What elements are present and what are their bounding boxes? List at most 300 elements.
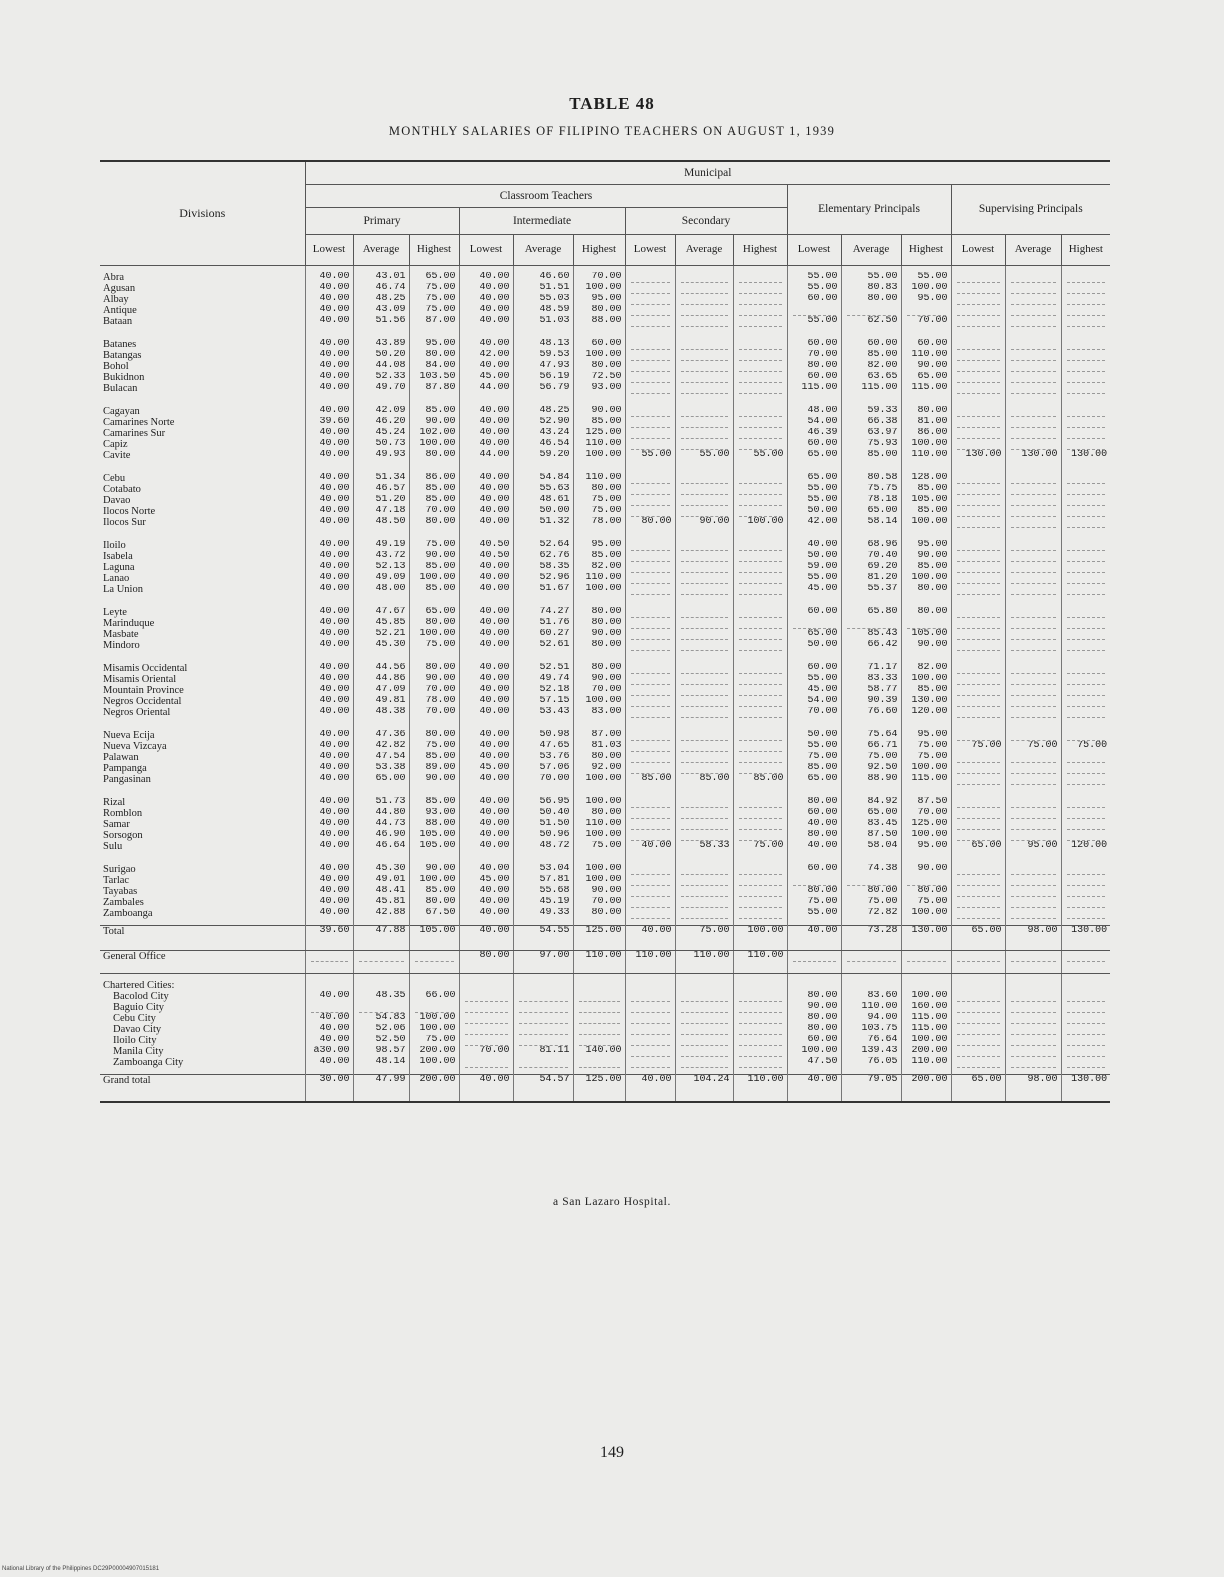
salary-value: 75.00	[699, 926, 730, 936]
salary-value: 90.00	[591, 886, 622, 896]
salary-value: 40.00	[479, 294, 510, 304]
empty-dots	[631, 551, 670, 562]
empty-dots	[1011, 372, 1056, 383]
salary-value: 60.27	[539, 629, 570, 639]
salary-value: 75.00	[425, 741, 456, 751]
salary-value: 100.00	[911, 908, 948, 918]
salary-value: 40.00	[319, 640, 350, 650]
value-cell	[573, 467, 625, 534]
salary-value: 115.00	[911, 1024, 948, 1034]
salary-value: 85.00	[917, 685, 948, 695]
value-cell	[1005, 791, 1061, 858]
salary-value: 100.00	[911, 830, 948, 840]
empty-dots	[519, 991, 568, 1002]
empty-dots	[739, 473, 782, 484]
salary-value: 45.85	[375, 618, 406, 628]
salary-value: 40.00	[319, 540, 350, 550]
value-cell	[459, 601, 513, 657]
division-name: Agusan	[103, 283, 136, 294]
salary-value: 78.00	[591, 517, 622, 527]
value-cell	[573, 534, 625, 601]
salary-value: 100.00	[585, 830, 622, 840]
division-names	[100, 951, 305, 974]
empty-dots	[1011, 707, 1056, 718]
salary-value: 70.00	[591, 272, 622, 282]
salary-value: 40.00	[479, 316, 510, 326]
salary-value: 40.00	[319, 361, 350, 371]
salary-value: 110.00	[911, 1057, 948, 1067]
empty-dots	[957, 1002, 1000, 1013]
empty-dots	[1011, 1024, 1056, 1035]
value-cell	[513, 974, 573, 1075]
value-cell	[459, 266, 513, 334]
division-group	[100, 534, 1110, 601]
empty-dots	[1011, 584, 1056, 595]
empty-dots	[957, 573, 1000, 584]
value-cell	[901, 266, 951, 334]
salary-value: 44.00	[479, 450, 510, 460]
salary-value: 44.08	[375, 361, 406, 371]
salary-value: 92.00	[591, 763, 622, 773]
empty-dots	[1011, 685, 1056, 696]
salary-value: 70.40	[867, 551, 898, 561]
salary-value: 93.00	[425, 808, 456, 818]
empty-dots	[1067, 1057, 1106, 1068]
salary-value: 40.00	[319, 991, 350, 1001]
empty-dots	[739, 763, 782, 774]
salary-value: 105.00	[911, 495, 948, 505]
empty-dots	[1011, 361, 1056, 372]
salary-value: 100.00	[419, 439, 456, 449]
value-cell	[409, 333, 459, 400]
salary-value: 52.64	[539, 540, 570, 550]
salary-value: 43.01	[375, 272, 406, 282]
salary-value: 40.00	[479, 439, 510, 449]
salary-value: 65.00	[425, 272, 456, 282]
value-cell	[513, 266, 573, 334]
salary-value: 55.00	[641, 450, 672, 460]
empty-dots	[1067, 886, 1106, 897]
salary-value: 66.38	[867, 417, 898, 427]
spacer	[905, 980, 948, 991]
salary-value: 97.00	[539, 951, 570, 961]
salary-value: 30.00	[319, 1075, 350, 1085]
salary-value: 47.65	[539, 741, 570, 751]
salary-value: 105.00	[911, 629, 948, 639]
lowest-header: Lowest	[459, 235, 513, 266]
salary-value: 40.00	[319, 283, 350, 293]
salary-value: 43.72	[375, 551, 406, 561]
salary-value: 100.00	[911, 991, 948, 1001]
empty-dots	[1067, 350, 1106, 361]
salary-value: 49.19	[375, 540, 406, 550]
empty-dots	[1011, 875, 1056, 886]
salary-value: 42.88	[375, 908, 406, 918]
value-cell	[951, 534, 1005, 601]
value-cell	[951, 467, 1005, 534]
empty-dots	[957, 752, 1000, 763]
value-cell	[305, 791, 353, 858]
salary-value: 40.00	[479, 506, 510, 516]
empty-dots	[681, 1002, 728, 1013]
empty-dots	[681, 886, 728, 897]
division-name: Ilocos Norte	[103, 506, 156, 517]
salary-value: 98.00	[1027, 926, 1058, 936]
salary-value: 80.00	[591, 752, 622, 762]
empty-dots	[957, 663, 1000, 674]
value-cell	[787, 926, 841, 951]
value-cell	[459, 951, 513, 974]
empty-dots	[957, 629, 1000, 640]
salary-value: 90.00	[425, 674, 456, 684]
salary-value: 100.00	[911, 674, 948, 684]
empty-dots	[739, 730, 782, 741]
empty-dots	[957, 272, 1000, 283]
empty-dots	[681, 819, 728, 830]
empty-dots	[1067, 663, 1106, 674]
lowest-header: Lowest	[305, 235, 353, 266]
empty-dots	[1011, 473, 1056, 484]
empty-dots	[739, 752, 782, 763]
salary-value: 85.00	[917, 562, 948, 572]
empty-dots	[1011, 428, 1056, 439]
empty-dots	[631, 495, 670, 506]
salary-value: 130.00	[911, 696, 948, 706]
value-cell	[625, 791, 675, 858]
value-cell	[1061, 791, 1110, 858]
salary-value: 40.00	[479, 819, 510, 829]
salary-value: 42.00	[479, 350, 510, 360]
value-cell	[1061, 266, 1110, 334]
value-cell	[841, 467, 901, 534]
empty-dots	[681, 674, 728, 685]
salary-value: 90.00	[807, 1002, 838, 1012]
salary-value: 100.00	[419, 1013, 456, 1023]
division-name: Surigao	[103, 864, 136, 875]
salary-value: 44.73	[375, 819, 406, 829]
salary-value: 115.00	[911, 1013, 948, 1023]
empty-dots	[681, 752, 728, 763]
division-group	[100, 858, 1110, 926]
salary-value: 60.00	[807, 339, 838, 349]
empty-dots	[1067, 272, 1106, 283]
empty-dots	[1011, 439, 1056, 450]
value-cell	[901, 400, 951, 467]
salary-value: 48.59	[539, 305, 570, 315]
empty-dots	[579, 1057, 620, 1068]
division-names	[100, 657, 305, 724]
salary-value: 46.20	[375, 417, 406, 427]
value-cell	[353, 724, 409, 791]
value-cell	[1005, 1075, 1061, 1103]
value-cell	[1005, 601, 1061, 657]
empty-dots	[1011, 316, 1056, 327]
value-cell	[733, 858, 787, 926]
division-group	[100, 791, 1110, 858]
salary-value: 43.24	[539, 428, 570, 438]
value-cell	[353, 467, 409, 534]
highest-header: Highest	[901, 235, 951, 266]
empty-dots	[957, 1013, 1000, 1024]
salary-value: 70.00	[425, 685, 456, 695]
empty-dots	[631, 618, 670, 629]
empty-dots	[519, 1013, 568, 1024]
division-name: Mindoro	[103, 640, 140, 651]
salary-value: 110.00	[911, 350, 948, 360]
empty-dots	[1011, 674, 1056, 685]
salary-value: 40.00	[319, 1013, 350, 1023]
empty-dots	[739, 991, 782, 1002]
spacer	[309, 980, 350, 991]
division-name: Sulu	[103, 841, 123, 852]
division-name: Marinduque	[103, 618, 155, 629]
empty-dots	[1067, 808, 1106, 819]
division-name: Camarines Sur	[103, 428, 166, 439]
empty-dots	[1011, 406, 1056, 417]
empty-dots	[1011, 730, 1056, 741]
salary-value: 44.80	[375, 808, 406, 818]
value-cell	[305, 724, 353, 791]
salary-value: 50.00	[539, 506, 570, 516]
salary-value: 40.00	[319, 495, 350, 505]
salary-value: 40.00	[319, 685, 350, 695]
value-cell	[901, 534, 951, 601]
salary-value: 70.00	[425, 707, 456, 717]
empty-dots	[957, 707, 1000, 718]
spacer	[463, 980, 510, 991]
salary-value: 100.00	[911, 573, 948, 583]
salary-value: 39.60	[319, 417, 350, 427]
salary-value: 49.70	[375, 383, 406, 393]
value-cell	[353, 974, 409, 1075]
empty-dots	[1011, 618, 1056, 629]
value-cell	[841, 926, 901, 951]
salary-value: 87.00	[425, 316, 456, 326]
salary-value: 56.95	[539, 797, 570, 807]
salary-value: 53.04	[539, 864, 570, 874]
salary-value: 40.00	[807, 841, 838, 851]
salary-value: 40.00	[479, 864, 510, 874]
division-names	[100, 858, 305, 926]
value-cell	[1061, 657, 1110, 724]
empty-dots	[1011, 506, 1056, 517]
salary-value: 70.00	[917, 316, 948, 326]
salary-value: 55.00	[807, 316, 838, 326]
salary-value: 40.00	[319, 696, 350, 706]
empty-dots	[957, 1046, 1000, 1057]
empty-dots	[681, 875, 728, 886]
salary-value: 40.00	[479, 797, 510, 807]
salary-value: 60.00	[807, 808, 838, 818]
salary-value: 40.00	[319, 864, 350, 874]
page-number: 149	[600, 1444, 624, 1461]
empty-dots	[631, 305, 670, 316]
empty-dots	[1067, 406, 1106, 417]
empty-dots	[631, 1046, 670, 1057]
salary-value: 48.41	[375, 886, 406, 896]
salary-value: 100.00	[585, 696, 622, 706]
empty-dots	[681, 763, 728, 774]
division-name: Camarines Norte	[103, 417, 175, 428]
empty-dots	[631, 473, 670, 484]
value-cell	[1061, 333, 1110, 400]
empty-dots	[1011, 551, 1056, 562]
empty-dots	[1067, 1035, 1106, 1046]
empty-dots	[1011, 774, 1056, 785]
salary-value: 55.00	[807, 674, 838, 684]
salary-value: 51.76	[539, 618, 570, 628]
empty-dots	[739, 819, 782, 830]
division-name: Samar	[103, 819, 130, 830]
average-header: Average	[1005, 235, 1061, 266]
value-cell	[841, 974, 901, 1075]
empty-dots	[631, 361, 670, 372]
salary-value: 52.06	[375, 1024, 406, 1034]
division-name: Mountain Province	[103, 685, 184, 696]
salary-value: 55.00	[807, 495, 838, 505]
salary-value: 40.00	[479, 886, 510, 896]
empty-dots	[359, 951, 404, 962]
division-name: Pampanga	[103, 763, 147, 774]
salary-value: 90.39	[867, 696, 898, 706]
salary-value: 40.00	[319, 383, 350, 393]
spacer	[413, 980, 456, 991]
salary-value: 80.00	[867, 886, 898, 896]
salary-value: 100.00	[585, 774, 622, 784]
salary-value: 100.00	[419, 629, 456, 639]
empty-dots	[1011, 830, 1056, 841]
empty-dots	[681, 584, 728, 595]
empty-dots	[631, 897, 670, 908]
salary-value: 40.00	[479, 305, 510, 315]
salary-value: 80.00	[917, 886, 948, 896]
empty-dots	[739, 674, 782, 685]
empty-dots	[631, 808, 670, 819]
value-cell	[675, 534, 733, 601]
empty-dots	[681, 897, 728, 908]
empty-dots	[957, 428, 1000, 439]
empty-dots	[631, 283, 670, 294]
value-cell	[675, 926, 733, 951]
salary-value: 75.00	[425, 540, 456, 550]
salary-value: 40.00	[319, 808, 350, 818]
value-cell	[625, 1075, 675, 1103]
value-cell	[459, 333, 513, 400]
empty-dots	[631, 1013, 670, 1024]
empty-dots	[681, 808, 728, 819]
value-cell	[733, 333, 787, 400]
municipal-header: Municipal	[305, 161, 1110, 185]
salary-value: 60.00	[917, 339, 948, 349]
value-cell	[951, 724, 1005, 791]
salary-value: 54.84	[539, 473, 570, 483]
division-name: Romblon	[103, 808, 143, 819]
salary-value: 40.00	[479, 1075, 510, 1085]
salary-value: 60.00	[807, 439, 838, 449]
salary-value: 115.00	[911, 774, 948, 784]
division-names	[100, 974, 305, 1075]
empty-dots	[1011, 1035, 1056, 1046]
value-cell	[353, 858, 409, 926]
value-cell	[459, 791, 513, 858]
spacer	[737, 980, 784, 991]
empty-dots	[681, 551, 728, 562]
salary-value: 40.00	[641, 1075, 672, 1085]
salary-value: 42.00	[807, 517, 838, 527]
empty-dots	[1067, 372, 1106, 383]
salary-value: 40.00	[319, 897, 350, 907]
empty-dots	[681, 473, 728, 484]
empty-dots	[465, 1024, 508, 1035]
salary-value: 48.25	[375, 294, 406, 304]
value-cell	[787, 400, 841, 467]
value-cell	[787, 951, 841, 974]
value-cell	[901, 467, 951, 534]
table-body	[100, 266, 1110, 1103]
division-name: Zambales	[103, 897, 144, 908]
value-cell	[573, 858, 625, 926]
value-cell	[1005, 858, 1061, 926]
salary-value: 40.00	[319, 573, 350, 583]
value-cell	[787, 974, 841, 1075]
empty-dots	[1067, 864, 1106, 875]
salary-value: 40.00	[319, 663, 350, 673]
salary-value: 81.03	[591, 741, 622, 751]
salary-value: 80.00	[425, 350, 456, 360]
empty-dots	[1011, 797, 1056, 808]
empty-dots	[739, 897, 782, 908]
value-cell	[459, 858, 513, 926]
empty-dots	[1067, 774, 1106, 785]
value-cell	[787, 266, 841, 334]
salary-value: 125.00	[911, 819, 948, 829]
value-cell	[573, 333, 625, 400]
value-cell	[675, 724, 733, 791]
value-cell	[409, 266, 459, 334]
salary-value: 44.86	[375, 674, 406, 684]
salary-value: 81.00	[917, 417, 948, 427]
value-cell	[901, 951, 951, 974]
empty-dots	[631, 819, 670, 830]
empty-dots	[1011, 819, 1056, 830]
salary-value: 90.00	[699, 517, 730, 527]
salary-value: 90.00	[591, 674, 622, 684]
empty-dots	[957, 406, 1000, 417]
value-cell	[733, 951, 787, 974]
salary-value: 40.00	[319, 886, 350, 896]
division-names	[100, 333, 305, 400]
value-cell	[305, 266, 353, 334]
salary-value: 80.00	[807, 361, 838, 371]
salary-value: 54.55	[539, 926, 570, 936]
salary-value: 120.00	[911, 707, 948, 717]
value-cell	[951, 266, 1005, 334]
salary-value: 85.00	[425, 484, 456, 494]
empty-dots	[957, 473, 1000, 484]
salary-value: 125.00	[585, 926, 622, 936]
empty-dots	[631, 506, 670, 517]
empty-dots	[1067, 417, 1106, 428]
value-cell	[409, 926, 459, 951]
empty-dots	[1067, 484, 1106, 495]
division-group	[100, 657, 1110, 724]
empty-dots	[739, 316, 782, 327]
salary-value: 40.00	[319, 1035, 350, 1045]
division-name: Cotabato	[103, 484, 141, 495]
salary-value: 81.20	[867, 573, 898, 583]
value-cell	[513, 724, 573, 791]
division-name: Iloilo	[103, 540, 126, 551]
